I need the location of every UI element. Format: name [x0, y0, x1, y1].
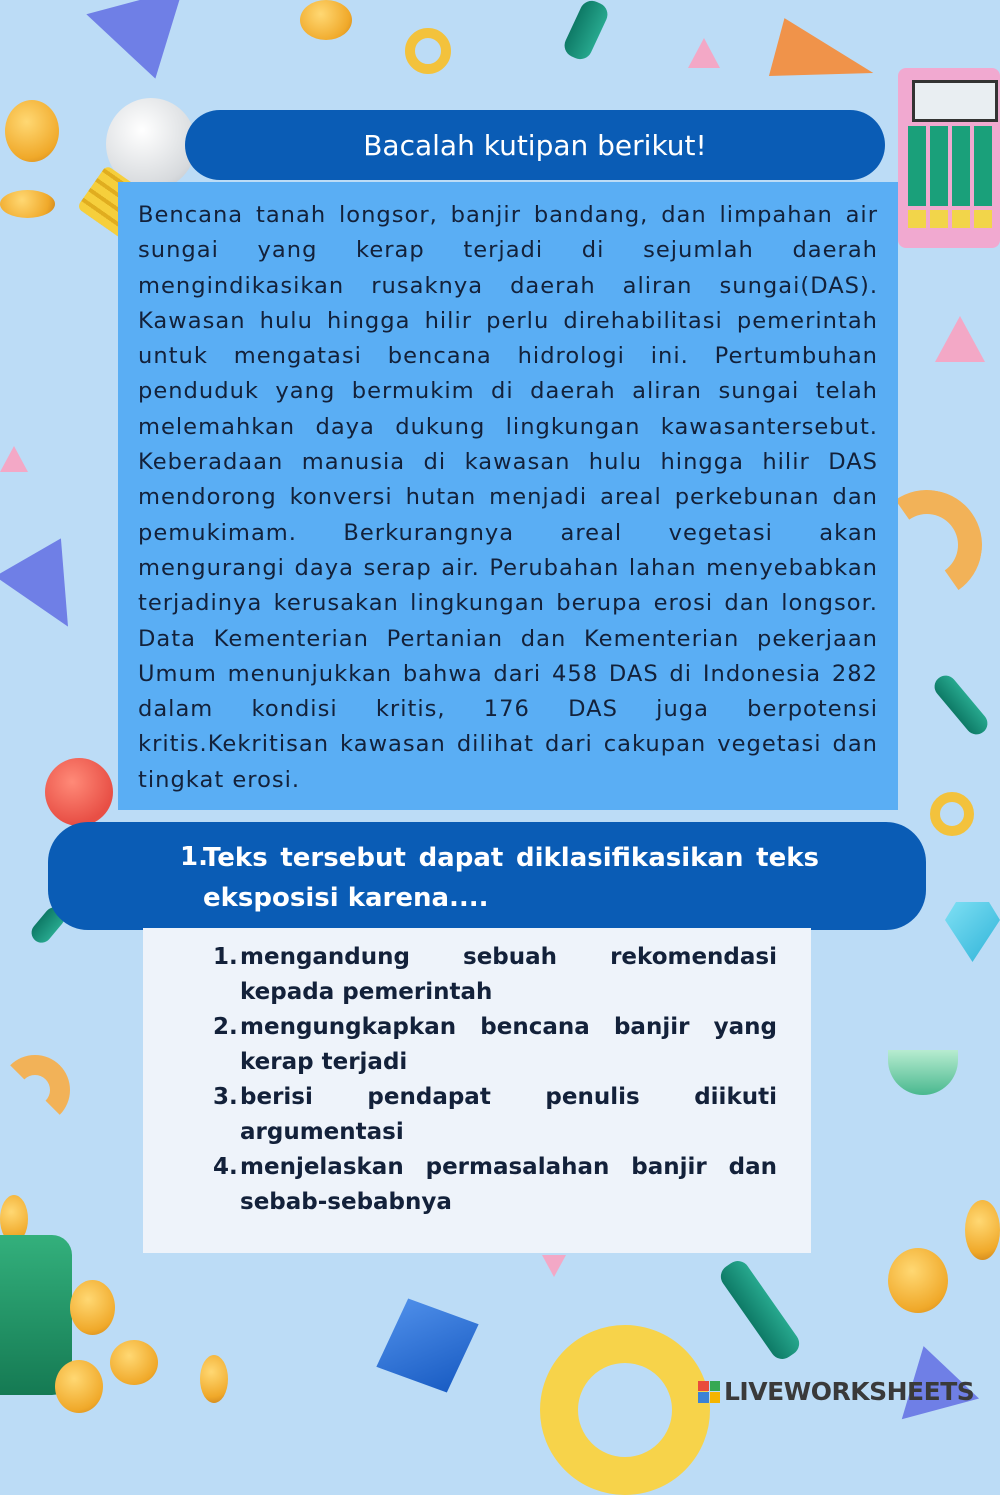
liveworksheets-brand	[698, 1377, 974, 1406]
stick-decoration	[561, 0, 612, 63]
coin-decoration	[300, 0, 352, 40]
stick-decoration	[930, 671, 992, 739]
calculator-decoration	[898, 68, 1000, 248]
option-text: mengungkapkan bencana banjir yang kerap terjadi	[240, 1014, 777, 1075]
answer-option-1[interactable]	[213, 940, 777, 1010]
answer-option-2[interactable]	[213, 1010, 777, 1080]
coin-decoration	[0, 190, 55, 218]
cone-decoration	[86, 0, 203, 92]
coin-decoration	[70, 1280, 115, 1335]
stick-decoration	[716, 1256, 804, 1363]
option-number: 1.	[213, 944, 238, 970]
paper-plane-decoration	[769, 18, 881, 102]
question-number: 1.	[180, 842, 208, 872]
brand-name: LIVEWORKSHEETS	[724, 1377, 975, 1406]
option-number: 3.	[213, 1084, 238, 1110]
cone-decoration	[0, 538, 101, 645]
coin-decoration	[200, 1355, 228, 1403]
pink-pyramid-decoration	[935, 316, 985, 362]
red-ball-decoration	[45, 758, 113, 826]
pink-pyramid-decoration	[688, 38, 720, 68]
coin-decoration	[965, 1200, 1000, 1260]
passage-text: Bencana tanah longsor, banjir bandang, dan limpahan air sungai yang kerap terjadi di sejumlah daerah mengindikasikan rusaknya daerah aliran sungai(DAS). Kawasan hulu hingga hilir perlu direhabilitasi pemerintah untuk mengatasi bencana hidrologi ini. Pertumbuhan penduduk yang bermukim di daerah aliran sungai telah melemahkan daya dukung lingkungan kawasantersebut. Keberadaan manusia di kawasan hulu hingga hilir DAS mendorong konversi hutan menjadi areal perkebunan dan pemukimam. Berkurangnya areal vegetasi akan mengurangi daya serap air. Perubahan lahan menyebabkan terjadinya kerusakan lingkungan berupa erosi dan longsor. Data Kementerian Pertanian dan Kementerian pekerjaan Umum menunjukkan bahwa dari 458 DAS di Indonesia 282 dalam kondisi kritis, 176 DAS juga berpotensi kritis.Kekritisan kawasan dilihat dari cakupan vegetasi dan tingkat erosi.	[138, 202, 878, 793]
option-text: mengandung sebuah rekomendasi kepada pemerintah	[240, 944, 777, 1005]
diamond-decoration	[945, 902, 1000, 962]
answer-option-4[interactable]	[213, 1150, 777, 1220]
coin-decoration	[110, 1340, 158, 1385]
pink-pyramid-decoration	[542, 1255, 566, 1277]
ring-decoration	[405, 28, 451, 74]
liveworksheets-logo-icon	[698, 1381, 720, 1403]
coin-decoration	[55, 1360, 103, 1413]
question-text: Teks tersebut dapat diklasifikasikan teks eksposisi karena....	[203, 843, 819, 913]
pink-pyramid-decoration	[0, 446, 28, 472]
header-title: Bacalah kutipan berikut!	[363, 128, 707, 162]
option-number: 4.	[213, 1154, 238, 1180]
coin-decoration	[888, 1248, 948, 1313]
coin-decoration	[5, 100, 59, 162]
ring-decoration	[540, 1325, 710, 1495]
answer-option-3[interactable]	[213, 1080, 777, 1150]
header-banner	[185, 110, 885, 180]
arc-decoration	[0, 1055, 70, 1125]
option-number: 2.	[213, 1014, 238, 1040]
ring-decoration	[930, 792, 974, 836]
option-text: berisi pendapat penulis diikuti argumentasi	[240, 1084, 777, 1145]
hemisphere-decoration	[888, 1050, 958, 1095]
option-text: menjelaskan permasalahan banjir dan sebab-sebabnya	[240, 1154, 777, 1215]
cube-decoration	[376, 1299, 478, 1393]
